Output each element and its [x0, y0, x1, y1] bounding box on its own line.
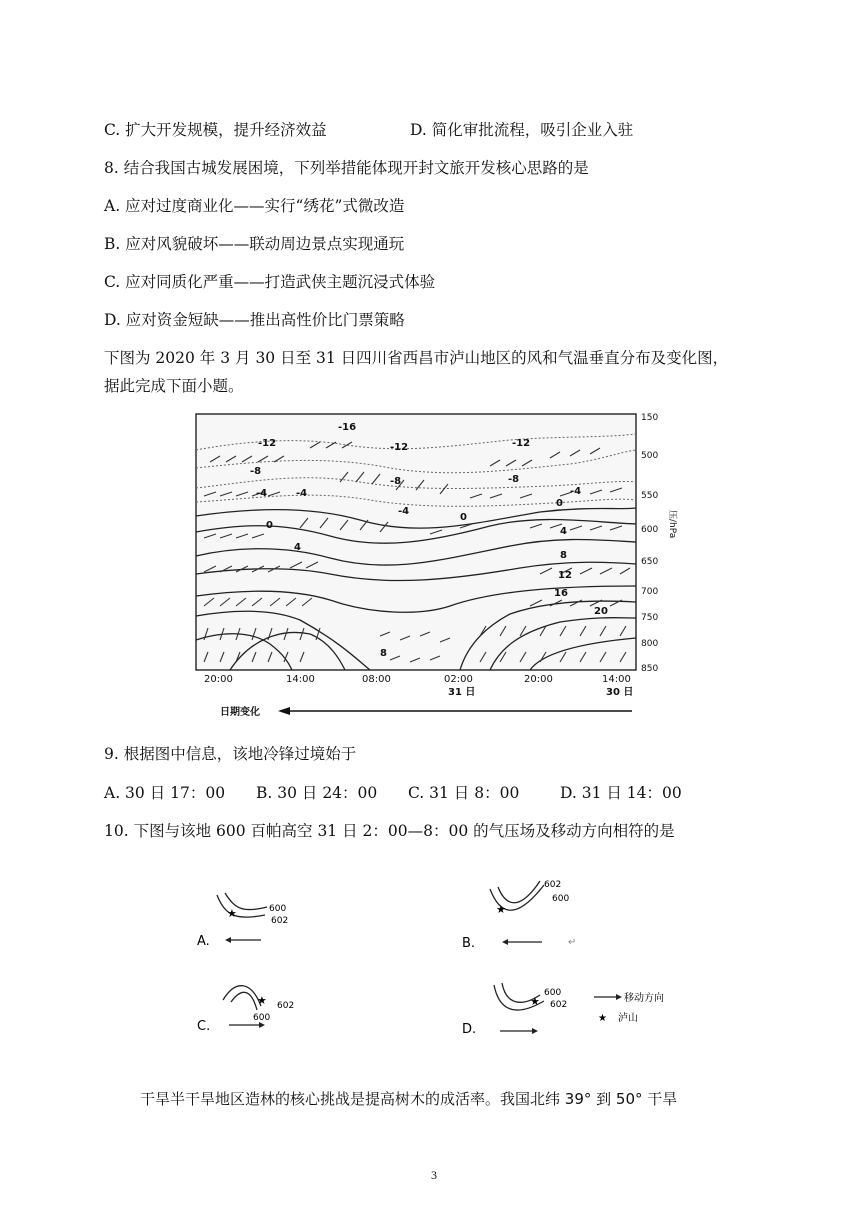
isotherm-label: -4	[296, 488, 308, 499]
isotherm-label: 4	[560, 526, 567, 537]
isotherm-label: -8	[390, 476, 402, 487]
pressure-axis	[641, 413, 678, 674]
q7-option-d: D. 简化审批流程，吸引企业入驻	[410, 121, 634, 139]
q9-option-c: C. 31 日 8：00	[408, 784, 520, 802]
svg-text:602: 602	[271, 916, 289, 926]
svg-text:↵: ↵	[568, 937, 577, 948]
isotherm-label: 0	[556, 498, 563, 509]
q10-diagram-d	[460, 975, 710, 1045]
legend-lushan: 泸山	[618, 1013, 638, 1024]
time-tick: 14:00	[286, 674, 315, 685]
isotherm-label: 8	[560, 550, 567, 561]
star-icon: ★	[530, 995, 540, 1008]
pressure-tick: 150	[641, 413, 659, 423]
svg-text:600: 600	[552, 894, 570, 904]
isotherm-label: 20	[594, 606, 608, 617]
svg-text:600: 600	[544, 988, 562, 998]
star-icon: ★	[227, 907, 237, 920]
pressure-tick: 500	[641, 451, 659, 461]
q10-diagram-c	[195, 970, 315, 1040]
isotherm-label: -4	[570, 486, 582, 497]
isotherm-label: 0	[266, 520, 273, 531]
svg-text:602: 602	[277, 1001, 295, 1011]
page-number: 3	[431, 1168, 437, 1182]
plot-frame	[196, 414, 636, 670]
q10-diagram-b	[460, 875, 610, 955]
star-icon: ★	[257, 994, 267, 1007]
date-label-30: 30 日	[606, 687, 634, 698]
q10-stem: 10. 下图与该地 600 百帕高空 31 日 2：00—8：00 的气压场及移动方向相符的是	[104, 822, 675, 840]
pressure-axis-label: 压/hPa	[667, 510, 677, 539]
isotherm-label: 8	[380, 648, 387, 659]
q9-option-b: B. 30 日 24：00	[256, 784, 378, 802]
legend-star-icon: ★	[598, 1013, 607, 1024]
isotherm-label: -12	[390, 442, 409, 453]
legend-move-direction: 移动方向	[624, 993, 664, 1004]
pressure-tick: 600	[641, 525, 659, 535]
q8-option-b: B. 应对风貌破坏——联动周边景点实现通玩	[104, 235, 405, 253]
pressure-tick: 750	[641, 613, 659, 623]
isotherm-label: 4	[294, 542, 301, 553]
star-icon: ★	[496, 903, 506, 916]
figure-intro-line1: 下图为 2020 年 3 月 30 日至 31 日四川省西昌市泸山地区的风和气温垂直分布及变化图，	[104, 349, 729, 367]
isotherm-label: 12	[558, 570, 572, 581]
wind-temperature-svg	[190, 410, 680, 725]
isotherm-label: -4	[256, 488, 268, 499]
pressure-tick: 850	[641, 664, 659, 674]
isotherm-label: -8	[508, 474, 520, 485]
isotherm-label: -12	[258, 438, 277, 449]
svg-text:600: 600	[269, 904, 287, 914]
q10-label-c: C.	[197, 1019, 211, 1034]
q10-label-b: B.	[462, 936, 476, 951]
svg-text:600: 600	[253, 1013, 271, 1023]
isotherm-label: -4	[398, 506, 410, 517]
isotherm-label: -16	[338, 422, 357, 433]
q10-diagram-a	[195, 885, 315, 955]
date-label-31: 31 日	[448, 687, 476, 698]
q7-option-c: C. 扩大开发规模，提升经济效益	[104, 121, 327, 139]
q10-label-a: A.	[197, 934, 210, 949]
isotherm-label: -8	[250, 466, 262, 477]
time-axis	[204, 674, 633, 698]
q9-option-d: D. 31 日 14：00	[560, 784, 682, 802]
time-tick: 20:00	[524, 674, 553, 685]
passage-line1: 干旱半干旱地区造林的核心挑战是提高树木的成活率。我国北纬 39° 到 50° 干旱	[140, 1090, 678, 1108]
q9-options	[104, 781, 682, 803]
pressure-tick: 700	[641, 587, 659, 597]
time-tick: 02:00	[444, 674, 473, 685]
time-tick: 20:00	[204, 674, 233, 685]
figure-intro-line2: 据此完成下面小题。	[104, 377, 244, 395]
q8-stem: 8. 结合我国古城发展困境，下列举措能体现开封文旅开发核心思路的是	[104, 159, 589, 177]
isotherm-label: 16	[554, 588, 568, 599]
q8-option-a: A. 应对过度商业化——实行“绣花”式微改造	[104, 197, 405, 215]
svg-text:602: 602	[550, 1000, 568, 1010]
time-tick: 14:00	[602, 674, 631, 685]
date-change-label: 日期变化	[220, 707, 260, 718]
q7-options-cd	[104, 118, 633, 140]
q10-label-d: D.	[462, 1022, 477, 1037]
isotherm-label: 0	[460, 512, 467, 523]
pressure-tick: 650	[641, 557, 659, 567]
q9-option-a: A. 30 日 17：00	[104, 784, 226, 802]
pressure-tick: 800	[641, 639, 659, 649]
isotherm-label: -12	[512, 438, 531, 449]
wind-temperature-figure	[190, 410, 680, 725]
time-tick: 08:00	[362, 674, 391, 685]
q9-stem: 9. 根据图中信息，该地冷锋过境始于	[104, 745, 357, 763]
date-change-arrow	[220, 705, 632, 718]
svg-text:602: 602	[544, 880, 562, 890]
q8-option-c: C. 应对同质化严重——打造武侠主题沉浸式体验	[104, 273, 436, 291]
q8-option-d: D. 应对资金短缺——推出高性价比门票策略	[104, 311, 405, 329]
pressure-tick: 550	[641, 491, 659, 501]
